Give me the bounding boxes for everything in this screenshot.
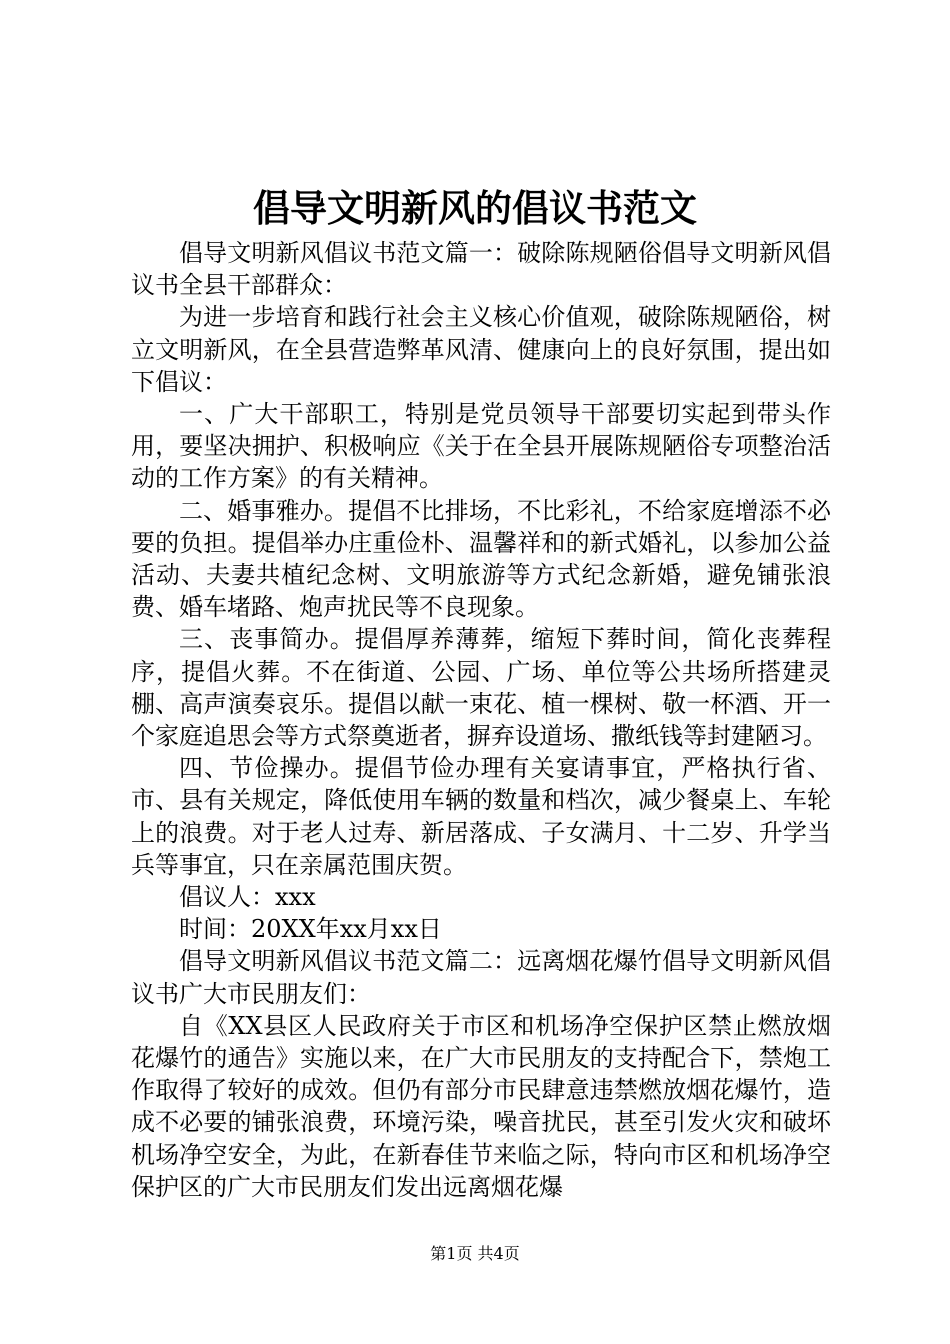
paragraph-date: 时间：20XX年xx月xx日	[179, 915, 442, 944]
paragraph-item-3: 三、丧事简办。提倡厚养薄葬，缩短下葬时间，简化丧葬程序，提倡火葬。不在街道、公园、广场、单位等公共场所搭建灵棚、高声演奏哀乐。提倡以献一束花、植一棵树、敬一杯酒、开一个家庭追思会等方式祭奠逝者，摒弃设道场、撒纸钱等封建陋习。	[131, 625, 831, 751]
paragraph-signer: 倡议人：xxx	[179, 883, 316, 912]
page-footer: 第1页 共4页	[430, 1244, 520, 1263]
paragraph-item-2: 二、婚事雅办。提倡不比排场，不比彩礼，不给家庭增添不必要的负担。提倡举办庄重俭朴、温馨祥和的新式婚礼，以参加公益活动、夫妻共植纪念树、文明旅游等方式纪念新婚，避免铺张浪费、婚车堵路、炮声扰民等不良现象。	[131, 496, 831, 622]
paragraph-preamble: 为进一步培育和践行社会主义核心价值观，破除陈规陋俗，树立文明新风，在全县营造弊革风清、健康向上的良好氛围，提出如下倡议：	[131, 303, 831, 396]
paragraph-intro-2: 倡导文明新风倡议书范文篇二：远离烟花爆竹倡导文明新风倡议书广大市民朋友们：	[131, 947, 831, 1008]
paragraph-item-1: 一、广大干部职工，特别是党员领导干部要切实起到带头作用，要坚决拥护、积极响应《关于在全县开展陈规陋俗专项整治活动的工作方案》的有关精神。	[131, 400, 831, 493]
document-title: 倡导文明新风的倡议书范文	[253, 187, 697, 230]
paragraph-item-4: 四、节俭操办。提倡节俭办理有关宴请事宜，严格执行省、市、县有关规定，降低使用车辆的数量和档次，减少餐桌上、车轮上的浪费。对于老人过寿、新居落成、子女满月、十二岁、升学当兵等事宜，只在亲属范围庆贺。	[131, 754, 831, 879]
document-body	[131, 237, 831, 1203]
paragraph-body-2: 自《XX县区人民政府关于市区和机场净空保护区禁止燃放烟花爆竹的通告》实施以来，在广大市民朋友的支持配合下，禁炮工作取得了较好的成效。但仍有部分市民肆意违禁燃放烟花爆竹，造成不必要的铺张浪费，环境污染，噪音扰民，甚至引发火灾和破坏机场净空安全，为此，在新春佳节来临之际，特向市区和机场净空保护区的广大市民朋友们发出远离烟花爆	[131, 1011, 831, 1201]
paragraph-intro-1: 倡导文明新风倡议书范文篇一：破除陈规陋俗倡导文明新风倡议书全县干部群众：	[131, 239, 831, 300]
